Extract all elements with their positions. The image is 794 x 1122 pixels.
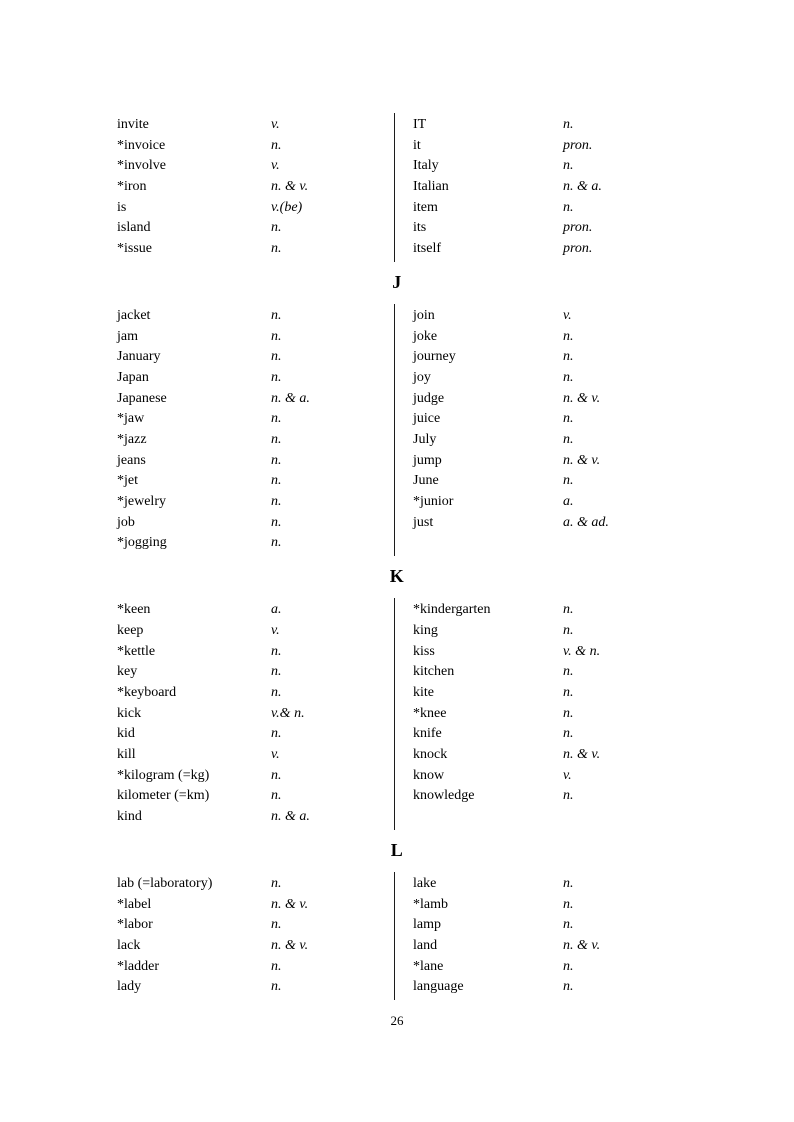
entry-pos: a. [563, 494, 574, 510]
entry-word: *invoice [117, 137, 166, 153]
entry-row [117, 895, 387, 916]
entry-row [413, 724, 733, 745]
entry-row [117, 471, 387, 492]
entry-word: lack [117, 938, 141, 954]
entry-word: *label [117, 896, 152, 912]
entry-row [413, 368, 733, 389]
entry-row [413, 745, 733, 766]
entry-row [413, 786, 733, 807]
entry-pos: n. & a. [271, 390, 310, 406]
entry-pos: n. [271, 788, 282, 804]
entry-row [117, 513, 387, 534]
entry-pos: v. [271, 117, 280, 132]
column-divider [394, 113, 395, 262]
entry-pos: n. [271, 643, 282, 659]
entry-row [413, 177, 733, 198]
entry-pos: n. [563, 664, 574, 680]
entry-row [117, 177, 387, 198]
entry-row [413, 662, 733, 683]
entry-pos: n. [271, 137, 282, 153]
section-columns [0, 115, 794, 260]
entry-word: joy [413, 369, 431, 385]
entry-row [413, 766, 733, 787]
entry-word: Japanese [117, 390, 167, 406]
entry-word: jacket [117, 307, 151, 323]
entry-pos: n. [563, 328, 574, 344]
entry-pos: n. [563, 726, 574, 742]
entry-pos: n. [271, 432, 282, 448]
entry-row [413, 327, 733, 348]
entry-pos: n. & v. [563, 452, 601, 468]
entry-pos: n. [271, 328, 282, 344]
entry-row [117, 115, 387, 136]
entry-pos: n. & v. [271, 938, 309, 954]
entry-pos: n. [271, 241, 282, 257]
entry-row [117, 936, 387, 957]
entry-pos: a. [271, 602, 282, 618]
entry-row [413, 115, 733, 136]
entry-word: *keyboard [117, 685, 177, 701]
entry-row [117, 218, 387, 239]
entry-row [117, 533, 387, 554]
entry-row [413, 239, 733, 260]
entry-word: *kindergarten [413, 602, 491, 618]
section-letter-j: J [392, 271, 402, 292]
entry-pos: n. & v. [271, 179, 309, 195]
entry-row [117, 766, 387, 787]
column-right [413, 600, 733, 807]
entry-word: *iron [117, 179, 147, 195]
entry-pos: n. [563, 432, 574, 448]
column-left [117, 874, 387, 998]
entry-word: land [413, 938, 438, 954]
entry-pos: n. [563, 349, 574, 365]
entry-pos: n. [271, 875, 282, 891]
entry-row [117, 430, 387, 451]
entry-word: kiss [413, 643, 435, 659]
entry-pos: n. [271, 349, 282, 365]
entry-row [413, 621, 733, 642]
entry-row [117, 347, 387, 368]
entry-pos: n. [271, 494, 282, 510]
entry-word: *labor [117, 917, 153, 933]
entry-row [117, 306, 387, 327]
entry-row [117, 745, 387, 766]
entry-row [117, 724, 387, 745]
entry-word: *lamb [413, 896, 448, 912]
entry-pos: n. [563, 958, 574, 974]
entry-row [413, 471, 733, 492]
entry-row [413, 409, 733, 430]
section-columns [0, 306, 794, 554]
entry-pos: n. [271, 369, 282, 385]
entry-pos: pron. [563, 241, 593, 257]
column-divider [394, 304, 395, 556]
entry-row [117, 683, 387, 704]
entry-pos: n. & v. [563, 938, 601, 954]
entry-pos: n. [563, 875, 574, 891]
entry-word: know [413, 767, 445, 783]
entry-row [413, 430, 733, 451]
entry-word: job [117, 514, 135, 530]
entry-pos: n. & a. [271, 809, 310, 825]
entry-row [117, 327, 387, 348]
entry-row [413, 957, 733, 978]
entry-pos: n. [563, 411, 574, 427]
entry-row [413, 492, 733, 513]
entry-word: is [117, 199, 127, 215]
entry-pos: v. [271, 622, 280, 638]
entry-pos: n. [271, 220, 282, 236]
column-divider [394, 598, 395, 830]
entry-row [413, 915, 733, 936]
entry-word: lake [413, 875, 437, 891]
entry-row [117, 198, 387, 219]
entry-row [413, 451, 733, 472]
page-number: 26 [390, 1013, 404, 1029]
entry-pos: v. [563, 767, 572, 783]
entry-row [117, 874, 387, 895]
entry-row [413, 936, 733, 957]
entry-row [117, 807, 387, 828]
entry-pos: n. [271, 685, 282, 701]
entry-row [117, 389, 387, 410]
entry-pos: n. [271, 535, 282, 551]
entry-word: *kettle [117, 643, 156, 659]
entry-word: kick [117, 705, 142, 721]
entry-word: kid [117, 726, 135, 742]
entry-pos: v. [271, 747, 280, 763]
section-columns [0, 600, 794, 828]
entry-word: lamp [413, 917, 441, 933]
entry-pos: n. [271, 917, 282, 933]
entry-pos: n. [563, 158, 574, 174]
entry-row [413, 218, 733, 239]
entry-row [117, 786, 387, 807]
entry-word: *junior [413, 494, 454, 510]
entry-pos: n. [271, 664, 282, 680]
entry-pos: n. & v. [563, 390, 601, 406]
entry-pos: v. [563, 307, 572, 323]
entry-word: kind [117, 809, 142, 825]
entry-pos: v. & n. [563, 643, 601, 659]
entry-pos: n. [563, 473, 574, 489]
entry-row [413, 389, 733, 410]
entry-pos: n. & v. [271, 896, 309, 912]
entry-word: IT [413, 117, 427, 132]
entry-word: king [413, 622, 438, 638]
vocabulary-sections [0, 115, 794, 998]
entry-word: *jewelry [117, 494, 166, 510]
entry-word: *kilogram (=kg) [117, 767, 210, 783]
entry-pos: n. & a. [563, 179, 602, 195]
entry-word: kilometer (=km) [117, 788, 210, 804]
entry-row [117, 662, 387, 683]
entry-word: kill [117, 747, 136, 763]
column-divider [394, 872, 395, 1000]
column-right [413, 306, 733, 534]
entry-word: June [413, 473, 439, 489]
entry-row [413, 156, 733, 177]
entry-word: Italy [413, 158, 439, 174]
entry-row [413, 683, 733, 704]
entry-pos: n. [271, 726, 282, 742]
entry-word: language [413, 979, 464, 995]
entry-row [413, 642, 733, 663]
entry-row [413, 198, 733, 219]
entry-word: lab (=laboratory) [117, 875, 213, 891]
entry-word: itself [413, 241, 441, 257]
entry-row [413, 874, 733, 895]
entry-word: island [117, 220, 151, 236]
entry-pos: n. [271, 473, 282, 489]
entry-pos: n. [563, 622, 574, 638]
entry-word: item [413, 199, 438, 215]
entry-pos: n. [271, 767, 282, 783]
entry-row [413, 704, 733, 725]
entry-word: it [413, 137, 421, 153]
entry-row [413, 895, 733, 916]
entry-row [413, 347, 733, 368]
entry-row [117, 957, 387, 978]
section-columns [0, 874, 794, 998]
entry-pos: n. [271, 514, 282, 530]
entry-row [117, 156, 387, 177]
entry-row [117, 600, 387, 621]
column-left [117, 306, 387, 554]
entry-row [117, 621, 387, 642]
entry-word: knock [413, 747, 448, 763]
entry-word: *jazz [117, 432, 147, 448]
entry-pos: n. [271, 452, 282, 468]
column-right [413, 874, 733, 998]
entry-word: *jet [117, 473, 138, 489]
entry-pos: n. [271, 979, 282, 995]
entry-word: joke [413, 328, 438, 344]
entry-pos: n. [563, 979, 574, 995]
entry-pos: n. [271, 958, 282, 974]
entry-row [413, 306, 733, 327]
entry-word: jeans [117, 452, 146, 468]
entry-pos: n. [563, 199, 574, 215]
entry-row [117, 451, 387, 472]
section-letter-l: L [390, 839, 404, 860]
entry-row [413, 977, 733, 998]
entry-word: its [413, 220, 427, 236]
entry-word: Japan [117, 369, 149, 385]
entry-row [117, 239, 387, 260]
entry-word: knife [413, 726, 442, 742]
entry-row [413, 136, 733, 157]
entry-word: *lane [413, 958, 444, 974]
entry-pos: n. [563, 896, 574, 912]
entry-word: journey [413, 349, 456, 365]
entry-word: *keen [117, 602, 151, 618]
entry-pos: n. [563, 917, 574, 933]
entry-word: lady [117, 979, 142, 995]
entry-word: *ladder [117, 958, 159, 974]
entry-pos: n. [563, 369, 574, 385]
entry-word: knowledge [413, 788, 475, 804]
entry-word: July [413, 432, 437, 448]
entry-word: just [413, 514, 434, 530]
entry-row [117, 492, 387, 513]
column-right [413, 115, 733, 260]
entry-word: kite [413, 685, 434, 701]
section-letter-k: K [389, 566, 405, 587]
entry-word: *involve [117, 158, 166, 174]
entry-word: jump [413, 452, 442, 468]
entry-pos: n. [271, 307, 282, 323]
entry-word: kitchen [413, 664, 455, 680]
entry-word: keep [117, 622, 144, 638]
entry-pos: pron. [563, 220, 593, 236]
entry-pos: n. [563, 788, 574, 804]
entry-word: key [117, 664, 138, 680]
entry-pos: n. [563, 602, 574, 618]
entry-word: *jogging [117, 535, 167, 551]
entry-word: juice [413, 411, 441, 427]
entry-pos: n. & v. [563, 747, 601, 763]
entry-pos: v.(be) [271, 199, 303, 215]
entry-row [117, 642, 387, 663]
entry-row [117, 704, 387, 725]
entry-pos: a. & ad. [563, 514, 609, 530]
column-left [117, 115, 387, 260]
entry-row [117, 136, 387, 157]
entry-word: judge [413, 390, 445, 406]
entry-pos: v.& n. [271, 705, 305, 721]
entry-pos: n. [271, 411, 282, 427]
entry-word: January [117, 349, 161, 365]
entry-word: *issue [117, 241, 152, 257]
entry-row [117, 915, 387, 936]
entry-pos: n. [563, 117, 574, 132]
entry-row [413, 600, 733, 621]
entry-pos: v. [271, 158, 280, 174]
entry-word: Italian [413, 179, 449, 195]
entry-row [117, 977, 387, 998]
entry-row [117, 409, 387, 430]
entry-row [413, 513, 733, 534]
column-left [117, 600, 387, 828]
entry-word: *jaw [117, 411, 145, 427]
entry-word: jam [117, 328, 138, 344]
entry-word: *knee [413, 705, 447, 721]
entry-word: invite [117, 117, 149, 132]
entry-word: join [413, 307, 435, 323]
entry-row [117, 368, 387, 389]
entry-pos: n. [563, 705, 574, 721]
entry-pos: n. [563, 685, 574, 701]
entry-pos: pron. [563, 137, 593, 153]
